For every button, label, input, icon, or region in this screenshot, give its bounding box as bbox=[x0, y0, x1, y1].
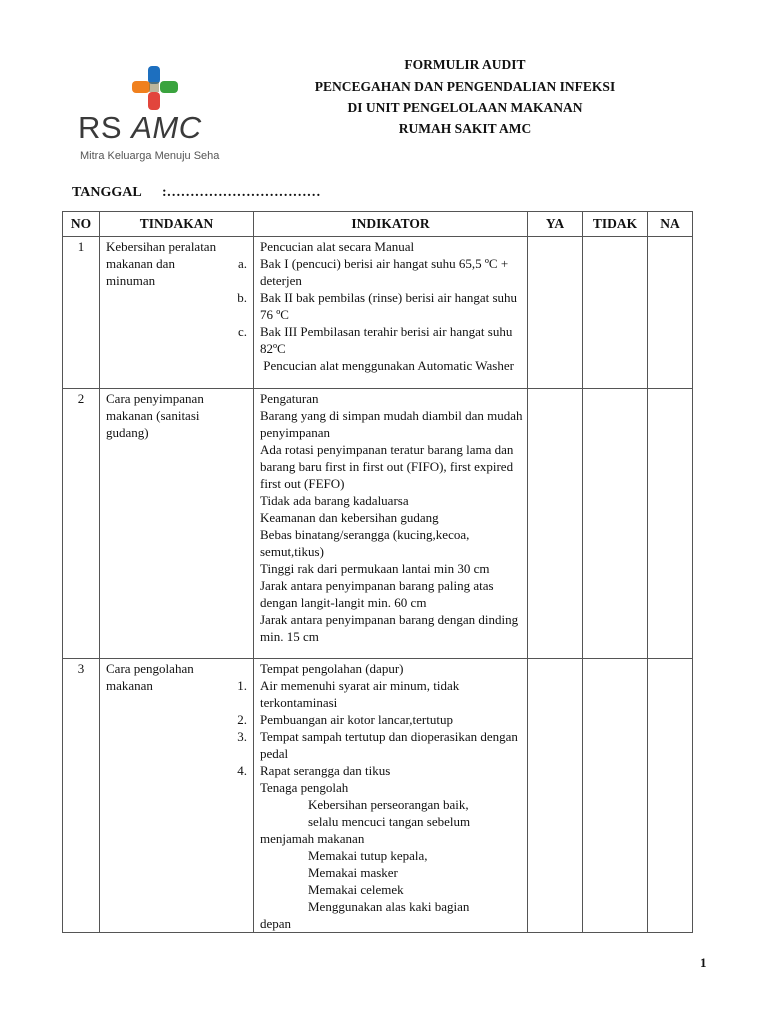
indikator-item: Pencucian alat menggunakan Automatic Washer bbox=[260, 358, 514, 373]
checkbox-na[interactable] bbox=[648, 237, 693, 389]
indikator-item: Ada rotasi penyimpanan teratur barang lama dan barang baru first in first out (FIFO), first expired first out (FEFO) bbox=[260, 442, 514, 491]
indikator-item: Bebas binatang/serangga (kucing,kecoa, semut,tikus) bbox=[260, 527, 470, 559]
indikator-item: Pembuangan air kotor lancar,tertutup bbox=[260, 712, 453, 727]
indikator-item: depan bbox=[260, 916, 292, 931]
checkbox-ya[interactable] bbox=[528, 659, 583, 933]
col-header-no: NO bbox=[63, 212, 100, 237]
tindakan-line: makanan (sanitasi bbox=[106, 408, 200, 423]
tindakan-line: makanan dan bbox=[106, 256, 175, 271]
row-tindakan bbox=[100, 659, 254, 933]
list-marker: c. bbox=[237, 324, 247, 339]
tindakan-line: Cara pengolahan bbox=[106, 661, 194, 676]
list-marker: 2. bbox=[237, 712, 247, 727]
cross-logo-icon bbox=[130, 66, 180, 112]
doc-title-line-2: PENCEGAHAN DAN PENGENDALIAN INFEKSI bbox=[314, 79, 616, 94]
indikator-item: Bak III Pembilasan terahir berisi air hangat suhu 82ºC bbox=[260, 324, 513, 356]
col-header-indikator: INDIKATOR bbox=[254, 212, 528, 237]
checkbox-tidak[interactable] bbox=[583, 389, 648, 659]
table-row bbox=[63, 389, 693, 659]
row-indikator bbox=[254, 237, 528, 389]
indikator-item: Kebersihan perseorangan baik, bbox=[308, 797, 469, 812]
row-number: 1 bbox=[63, 237, 100, 389]
date-label: TANGGAL bbox=[72, 185, 141, 200]
col-header-na: NA bbox=[648, 212, 693, 237]
indikator-item: Tidak ada barang kadaluarsa bbox=[260, 493, 409, 508]
indikator-item: selalu mencuci tangan sebelum bbox=[308, 814, 471, 829]
row-tindakan bbox=[100, 237, 254, 389]
page-number: 1 bbox=[700, 955, 707, 970]
indikator-item: Bak II bak pembilas (rinse) berisi air hangat suhu 76 ºC bbox=[260, 290, 518, 322]
checkbox-ya[interactable] bbox=[528, 237, 583, 389]
logo-tagline: Mitra Keluarga Menuju Seha bbox=[80, 150, 220, 162]
doc-title-line-3: DI UNIT PENGELOLAAN MAKANAN bbox=[347, 100, 583, 115]
date-blank: :…………………………… bbox=[161, 185, 321, 200]
tindakan-line: gudang) bbox=[106, 425, 149, 440]
indikator-item: Bak I (pencuci) berisi air hangat suhu 65,5 ºC + deterjen bbox=[260, 256, 509, 288]
logo-amc: AMC bbox=[131, 110, 202, 145]
checkbox-tidak[interactable] bbox=[583, 237, 648, 389]
col-header-tidak: TIDAK bbox=[583, 212, 648, 237]
doc-title-line-1: FORMULIR AUDIT bbox=[404, 57, 526, 72]
col-header-ya: YA bbox=[528, 212, 583, 237]
list-marker: a. bbox=[237, 256, 247, 271]
indikator-item: Barang yang di simpan mudah diambil dan mudah penyimpanan bbox=[260, 408, 523, 440]
tindakan-line: minuman bbox=[106, 273, 156, 288]
table-header-row bbox=[63, 212, 693, 237]
row-number: 3 bbox=[63, 659, 100, 933]
indikator-item: Tenaga pengolah bbox=[260, 780, 349, 795]
indikator-item: Air memenuhi syarat air minum, tidak terkontaminasi bbox=[260, 678, 460, 710]
indikator-item: Keamanan dan kebersihan gudang bbox=[260, 510, 439, 525]
logo-rs: RS bbox=[78, 110, 123, 145]
indikator-item: Pengaturan bbox=[260, 391, 319, 406]
table-row bbox=[63, 659, 693, 933]
list-marker: 1. bbox=[237, 678, 247, 693]
checkbox-na[interactable] bbox=[648, 659, 693, 933]
indikator-item: Rapat serangga dan tikus bbox=[260, 763, 391, 778]
list-marker: b. bbox=[237, 290, 247, 305]
checkbox-na[interactable] bbox=[648, 389, 693, 659]
indikator-item: Jarak antara penyimpanan barang paling atas dengan langit-langit min. 60 cm bbox=[260, 578, 494, 610]
row-indikator bbox=[254, 389, 528, 659]
logo-wordmark bbox=[78, 110, 202, 146]
date-field bbox=[72, 185, 321, 201]
indikator-item: menjamah makanan bbox=[260, 831, 365, 846]
indikator-item: Tinggi rak dari permukaan lantai min 30 cm bbox=[260, 561, 490, 576]
row-indikator bbox=[254, 659, 528, 933]
row-number: 2 bbox=[63, 389, 100, 659]
list-marker: 3. bbox=[237, 729, 247, 744]
tindakan-line: Cara penyimpanan bbox=[106, 391, 204, 406]
hospital-logo bbox=[74, 62, 234, 172]
indikator-item: Memakai masker bbox=[308, 865, 398, 880]
list-marker: 4. bbox=[237, 763, 247, 778]
table-row bbox=[63, 237, 693, 389]
indikator-item: Memakai tutup kepala, bbox=[308, 848, 428, 863]
doc-title-line-4: RUMAH SAKIT AMC bbox=[398, 121, 532, 136]
indikator-item: Tempat sampah tertutup dan dioperasikan dengan pedal bbox=[260, 729, 518, 761]
tindakan-line: makanan bbox=[106, 678, 153, 693]
indikator-item: Memakai celemek bbox=[308, 882, 404, 897]
indikator-item: Pencucian alat secara Manual bbox=[260, 239, 415, 254]
audit-table bbox=[62, 211, 693, 933]
indikator-item: Tempat pengolahan (dapur) bbox=[260, 661, 404, 676]
tindakan-line: Kebersihan peralatan bbox=[106, 239, 217, 254]
checkbox-ya[interactable] bbox=[528, 389, 583, 659]
indikator-item: Menggunakan alas kaki bagian bbox=[308, 899, 470, 914]
indikator-item: Jarak antara penyimpanan barang dengan dinding min. 15 cm bbox=[260, 612, 519, 644]
col-header-tindakan: TINDAKAN bbox=[100, 212, 254, 237]
checkbox-tidak[interactable] bbox=[583, 659, 648, 933]
row-tindakan bbox=[100, 389, 254, 659]
